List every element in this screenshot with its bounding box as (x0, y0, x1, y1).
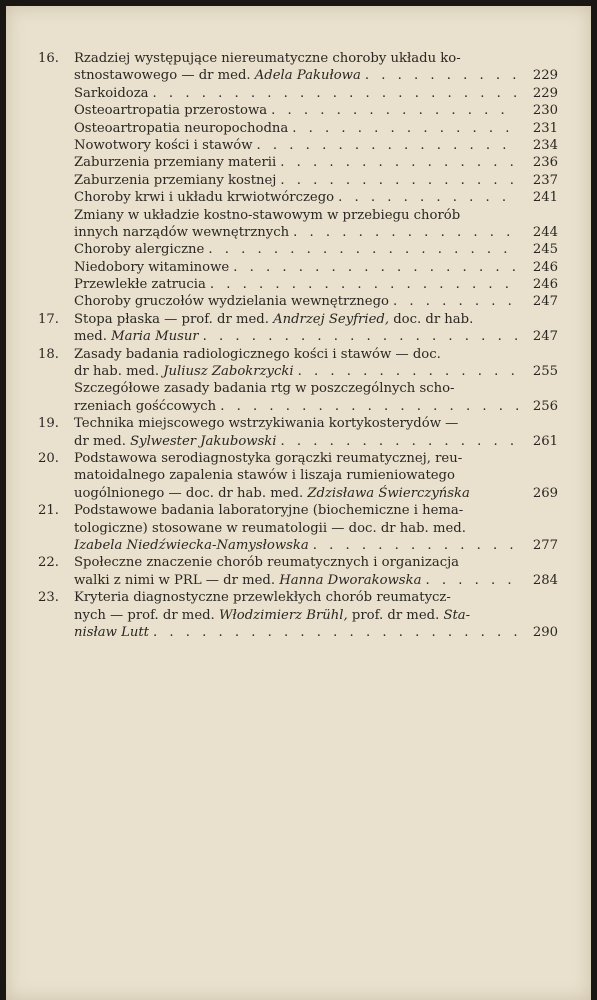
page-number: 256 (532, 398, 558, 414)
toc-line-text (74, 450, 462, 467)
title-text: walki z nimi w PRL — dr med. (74, 572, 280, 588)
book-page (6, 6, 591, 1000)
toc-line (74, 346, 558, 363)
title-text: tologiczne) stosowane w reumatologii — doc. dr hab. med. (74, 520, 466, 536)
toc-line-text (74, 624, 149, 641)
dot-leader (208, 241, 518, 258)
toc-line-text (74, 102, 267, 119)
title-text: Osteoartropatia neuropochodna (74, 120, 289, 136)
title-text: dr hab. med. (74, 364, 164, 380)
toc-line (74, 415, 558, 432)
dot-leader (203, 328, 518, 345)
author-name: Adela Pakułowa (254, 68, 361, 84)
dot-leader (271, 102, 518, 119)
author-name: Zdzisława Świerczyńska (307, 485, 470, 501)
page-number: 229 (532, 68, 558, 84)
toc-line (74, 537, 558, 554)
toc-line (74, 154, 558, 171)
title-text: prof. dr med. (347, 607, 444, 623)
title-text: Kryteria diagnostyczne przewlekłych chorób reumatycz- (74, 590, 451, 606)
dot-leader (257, 137, 518, 154)
toc-line (74, 311, 558, 328)
author-name: nisław Lutt (74, 624, 149, 640)
toc-line (74, 67, 558, 84)
title-text: Zaburzenia przemiany kostnej (74, 172, 277, 188)
toc-line (74, 224, 558, 241)
toc-entry (38, 415, 558, 450)
toc-line (74, 276, 558, 293)
toc-line-text (74, 207, 460, 224)
toc-entry (38, 346, 558, 416)
toc-line (74, 259, 558, 276)
toc-line (74, 328, 558, 345)
dot-leader (298, 363, 518, 380)
toc-line-text (74, 346, 441, 363)
toc-line (74, 433, 558, 450)
toc-line (74, 363, 558, 380)
page-number: 290 (532, 624, 558, 640)
toc-line (74, 554, 558, 571)
toc-line (74, 624, 558, 641)
toc-line (74, 293, 558, 310)
dot-leader (153, 624, 518, 641)
page-number: 261 (532, 433, 558, 449)
toc-entry (38, 450, 558, 502)
author-name: Andrzej Seyfried, (273, 311, 390, 327)
dot-leader (281, 433, 518, 450)
title-text: nych — prof. dr med. (74, 607, 219, 623)
toc-line (74, 485, 558, 502)
title-text: rzeniach gośćcowych (74, 398, 217, 414)
toc-line-text (74, 137, 253, 154)
toc-line-text (74, 189, 334, 206)
title-text: Podstawowa serodiagnostyka gorączki reumatycznej, reu- (74, 450, 463, 466)
toc-line (74, 467, 558, 484)
page-number: 231 (532, 120, 558, 136)
title-text: Zasady badania radiologicznego kości i stawów — doc. (74, 346, 441, 362)
toc-line-text (74, 241, 204, 258)
title-text: med. (74, 329, 112, 345)
dot-leader (293, 224, 518, 241)
title-text: innych narządów wewnętrznych (74, 224, 290, 240)
toc-line-text (74, 363, 294, 380)
toc-line-text (74, 537, 309, 554)
title-text: Rzadziej występujące niereumatyczne choroby układu ko- (74, 51, 461, 66)
title-text: dr med. (74, 433, 131, 449)
dot-leader (313, 537, 518, 554)
page-number: 244 (532, 224, 558, 240)
page-number: 230 (532, 103, 558, 119)
page-number: 234 (532, 137, 558, 153)
toc-line-text (74, 572, 421, 589)
toc-line-text (74, 293, 389, 310)
toc-line (74, 380, 558, 397)
page-number: 284 (532, 572, 558, 588)
toc-line-text (74, 50, 461, 67)
table-of-contents (38, 50, 558, 641)
title-text: doc. dr hab. (389, 311, 474, 327)
dot-leader (393, 293, 518, 310)
dot-leader (220, 398, 518, 415)
dot-leader (365, 67, 518, 84)
title-text: Przewlekłe zatrucia (74, 277, 206, 293)
toc-line-text (74, 120, 288, 137)
toc-line (74, 120, 558, 137)
title-text: Osteoartropatia przerostowa (74, 103, 268, 119)
title-text: Podstawowe badania laboratoryjne (biochemiczne i hema- (74, 503, 464, 519)
dot-leader (425, 572, 518, 589)
entry-number: 19. (38, 416, 59, 432)
dot-leader (292, 120, 518, 137)
toc-line-text (74, 276, 206, 293)
toc-line-text (74, 328, 199, 345)
page-number: 269 (532, 485, 558, 501)
toc-line-text (74, 259, 229, 276)
toc-entry (38, 311, 558, 346)
toc-line (74, 520, 558, 537)
toc-line-text (74, 67, 361, 84)
toc-line (74, 607, 558, 624)
toc-line-text (74, 224, 289, 241)
toc-entry (38, 554, 558, 589)
toc-line-text (74, 520, 466, 537)
page-number: 255 (532, 364, 558, 380)
entry-number: 18. (38, 346, 59, 362)
title-text: matoidalnego zapalenia stawów i liszaja rumieniowatego (74, 468, 455, 484)
dot-leader (153, 85, 518, 102)
toc-line-text (74, 554, 459, 571)
page-number: 236 (532, 155, 558, 171)
toc-line (74, 85, 558, 102)
page-number: 277 (532, 537, 558, 553)
page-number: 245 (532, 242, 558, 258)
title-text: uogólnionego — doc. dr hab. med. (74, 485, 308, 501)
dot-leader (233, 259, 518, 276)
toc-line (74, 172, 558, 189)
toc-line-text (74, 380, 455, 397)
dot-leader (280, 154, 518, 171)
toc-line-text (74, 589, 451, 606)
page-number: 237 (532, 172, 558, 188)
author-name: Juliusz Zabokrzycki (163, 364, 294, 380)
author-name: Włodzimierz Brühl, (218, 607, 348, 623)
page-number: 241 (532, 190, 558, 206)
entry-number: 23. (38, 590, 59, 606)
toc-line (74, 241, 558, 258)
entry-number: 16. (38, 51, 59, 66)
title-text: Zaburzenia przemiany materii (74, 155, 277, 171)
page-number: 246 (532, 259, 558, 275)
toc-line (74, 207, 558, 224)
toc-line-text (74, 607, 470, 624)
toc-line (74, 450, 558, 467)
toc-line-text (74, 154, 276, 171)
toc-line-text (74, 85, 149, 102)
author-name: Maria Musur (111, 329, 199, 345)
toc-entry (38, 589, 558, 641)
entry-number: 17. (38, 311, 59, 327)
toc-line-text (74, 485, 470, 502)
title-text: Niedobory witaminowe (74, 259, 230, 275)
page-number: 229 (532, 85, 558, 101)
author-name: Izabela Niedźwiecka-Namysłowska (74, 537, 309, 553)
toc-line-text (74, 172, 276, 189)
title-text: Zmiany w układzie kostno-stawowym w przebiegu chorób (74, 207, 461, 223)
toc-line (74, 502, 558, 519)
author-name: Sylwester Jakubowski (130, 433, 277, 449)
title-text: Choroby krwi i układu krwiotwórczego (74, 190, 335, 206)
page-number: 247 (532, 329, 558, 345)
toc-line (74, 50, 558, 67)
title-text: Stopa płaska — prof. dr med. (74, 311, 274, 327)
toc-line-text (74, 311, 473, 328)
toc-line (74, 589, 558, 606)
title-text: stnostawowego — dr med. (74, 68, 255, 84)
toc-entry (38, 502, 558, 554)
title-text: Technika miejscowego wstrzykiwania kortykosterydów — (74, 416, 459, 432)
title-text: Choroby gruczołów wydzielania wewnętrznego (74, 294, 389, 310)
toc-line (74, 398, 558, 415)
toc-line-text (74, 467, 455, 484)
author-name: Hanna Dworakowska (279, 572, 422, 588)
toc-line (74, 189, 558, 206)
page-number: 247 (532, 294, 558, 310)
toc-line-text (74, 502, 463, 519)
toc-line (74, 102, 558, 119)
dot-leader (338, 189, 518, 206)
title-text: Społeczne znaczenie chorób reumatycznych i organizacja (74, 555, 460, 571)
dot-leader (210, 276, 518, 293)
title-text: Sarkoidoza (74, 85, 149, 101)
page-number: 246 (532, 277, 558, 293)
author-name: Sta- (443, 607, 471, 623)
toc-entry (38, 50, 558, 311)
entry-number: 20. (38, 450, 59, 466)
dot-leader (280, 172, 518, 189)
toc-line-text (74, 433, 277, 450)
toc-line-text (74, 398, 216, 415)
entry-number: 21. (38, 503, 59, 519)
title-text: Szczegółowe zasady badania rtg w poszczególnych scho- (74, 381, 455, 397)
title-text: Nowotwory kości i stawów (74, 137, 253, 153)
toc-line-text (74, 415, 458, 432)
toc-line (74, 572, 558, 589)
title-text: Choroby alergiczne (74, 242, 205, 258)
entry-number: 22. (38, 555, 59, 571)
toc-line (74, 137, 558, 154)
